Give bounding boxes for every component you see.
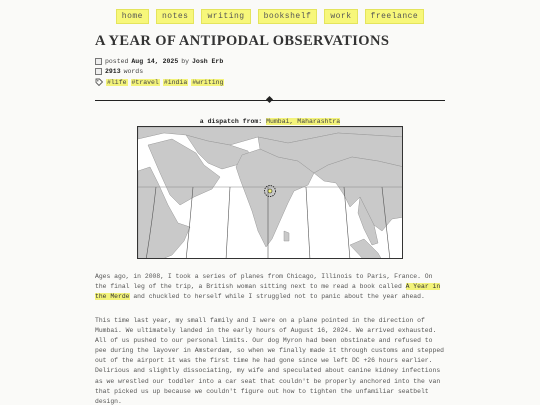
post-date: Aug 14, 2025 [131,58,179,65]
map-svg [138,127,403,259]
nav-work[interactable]: work [324,9,357,24]
top-nav [0,9,540,24]
dispatch-label: a dispatch from: [199,118,263,125]
tag-life[interactable]: #life [107,78,127,86]
nav-notes[interactable]: notes [156,9,195,24]
by-label: by [181,58,190,65]
author-name: Josh Erb [192,58,224,65]
nav-home[interactable]: home [116,9,149,24]
nav-writing[interactable]: writing [201,9,250,24]
paragraph-1-end: and chuckled to herself while I struggled not to panic about the year ahead. [129,293,425,301]
divider-diamond [266,96,273,103]
paragraph-1 [95,272,447,302]
word-count: 2913 [105,68,121,75]
tag-icon [95,78,103,86]
tags-line [95,78,224,86]
dispatch-line [0,118,540,125]
posted-prefix: posted [105,58,129,65]
location-marker-dot [268,189,272,193]
dispatch-location[interactable]: Mumbai, Maharashtra [266,118,341,125]
book-title-highlight[interactable]: A Year in the Merde [95,283,441,301]
page-title: A YEAR OF ANTIPODAL OBSERVATIONS [95,33,390,49]
calendar-icon [95,58,102,65]
word-count-line [95,68,143,75]
location-map [137,126,403,259]
post-date-line [95,58,223,65]
tag-india[interactable]: #india [163,78,188,86]
sri-lanka [284,231,289,241]
words-label: words [123,68,144,75]
paragraph-2: This time last year, my small family and I were on a plane pointed in the direction of Mumbai. We ultimately landed in the early hours of August 16, 2024. We arrived exhausted. All of us pushed to our personal limits. Our dog Myron had been obstinate and refused to pee during the layover in Amsterdam, so when we finally made it through customs and stepped out of the airport it was the first time he had gone since we left DC +26 hours earlier. Delirious and slightly dissociating, my wife and speculated about canine kidney infections as we wrestled our toddler into a car seat that couldn't be properly anchored into the van that picked us up because we couldn't figure out how to tighten the unfamiliar seatbelt design. [95,317,444,405]
nav-freelance[interactable]: freelance [365,9,425,24]
document-icon [95,68,102,75]
paragraph-1-start: Ages ago, in 2008, I took a series of planes from Chicago, Illinois to Paris, France. On the final leg of the trip, a British woman sitting next to me read a book called [95,273,433,291]
nav-bookshelf[interactable]: bookshelf [258,9,318,24]
tag-travel[interactable]: #travel [131,78,159,86]
tag-writing[interactable]: #writing [192,78,224,86]
